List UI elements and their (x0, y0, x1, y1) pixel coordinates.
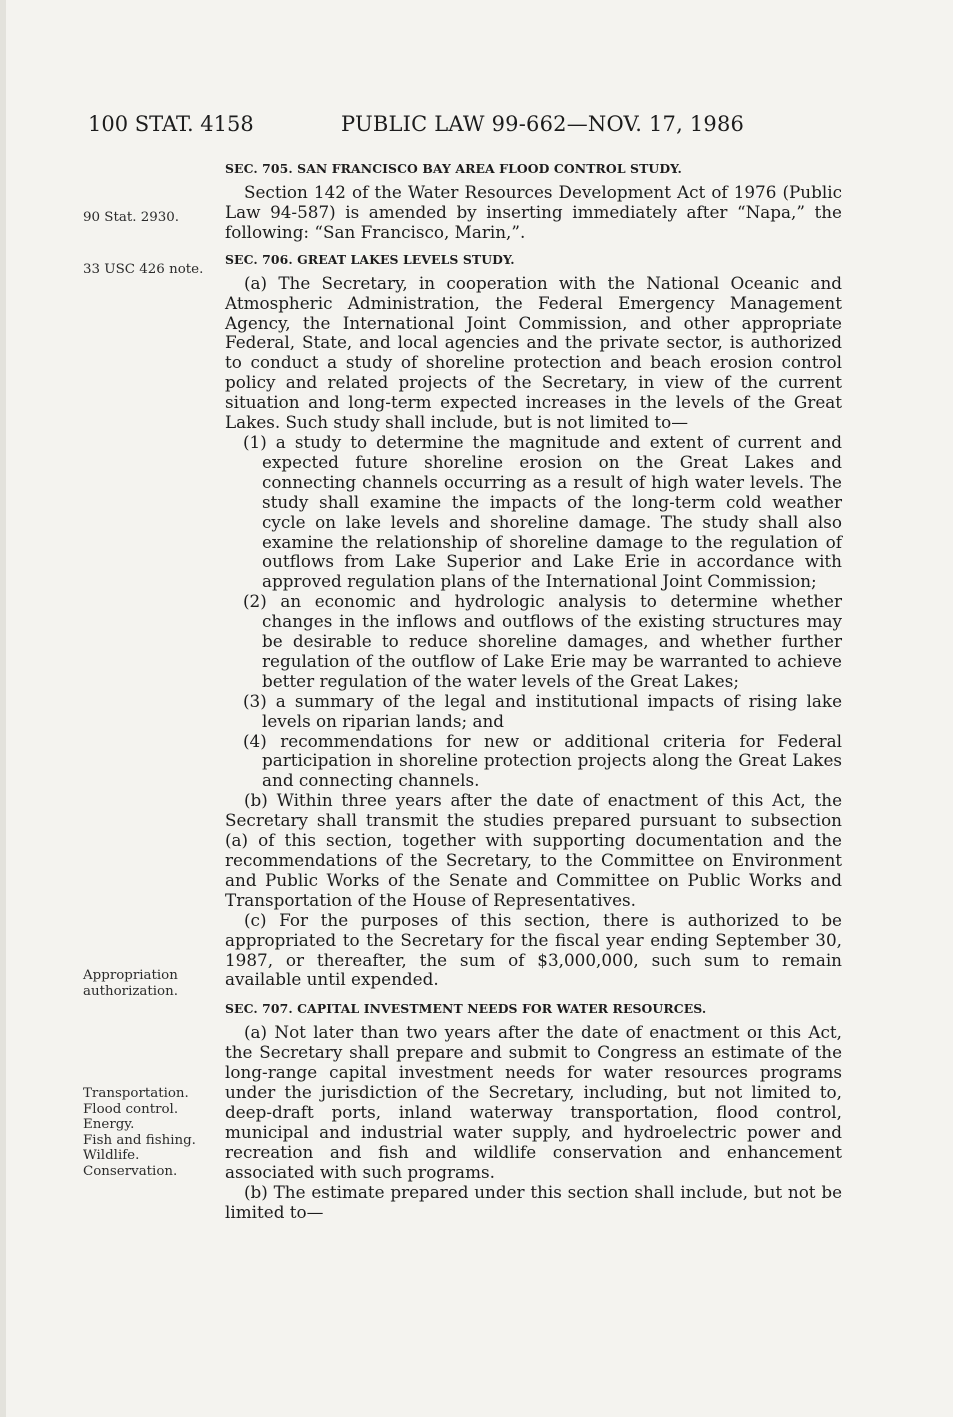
section-706 (225, 251, 842, 991)
subsection-b: (b) Within three years after the date of enactment of this Act, the Secretary shall transmit the studies prepared pursuant to subsection (a) of this section, together with supporting documentation and the recommendations of the Secretary, to the Committee on Environment and Public Works of the Senate and Committee on Public Works and Transportation of the House of Representatives. (225, 790, 842, 910)
subsection-b: (b) The estimate prepared under this section shall include, but not be limited to— (225, 1181, 842, 1222)
margin-note-topics: Transportation. Flood control. Energy. Fish and fishing. Wildlife. Conservation. (83, 1086, 196, 1179)
page-header (88, 112, 848, 142)
statute-body (225, 160, 842, 1222)
law-title: PUBLIC LAW 99-662—NOV. 17, 1986 (341, 112, 745, 136)
section-heading: SEC. 707. CAPITAL INVESTMENT NEEDS FOR WATER RESOURCES. (225, 1001, 707, 1017)
section-paragraph: Section 142 of the Water Resources Development Act of 1976 (Public Law 94-587) is amended by inserting immediately after “Napa,” the following: “San Francisco, Marin,”. (225, 182, 842, 242)
subsection-c: (c) For the purposes of this section, there is authorized to be appropriated to the Secretary for the fiscal year ending September 30, 1987, or thereafter, the sum of $3,000,000, such sum to remain available until expended. (225, 909, 842, 990)
list-item: (4) recommendations for new or additional criteria for Federal participation in shoreline protection projects along the Great Lakes and connecting channels. (243, 730, 842, 791)
page-edge-shadow (0, 0, 6, 1417)
margin-note-appropriation: Appropriation authorization. (83, 968, 179, 999)
list-item: (3) a summary of the legal and institutional impacts of rising lake levels on riparian lands; and (243, 690, 842, 731)
section-heading: SEC. 706. GREAT LAKES LEVELS STUDY. (225, 251, 515, 267)
subsection-a: (a) Not later than two years after the date of enactment oɪ this Act, the Secretary shall prepare and submit to Congress an estimate of the long-range capital investment needs for water resources programs under the jurisdiction of the Secretary, including, but not limited to, deep-draft ports, inland waterway transportation, flood control, municipal and industrial water supply, and hydroelectric power and recreation and fish and wildlife conservation and enhancement associated with such programs. (225, 1022, 842, 1182)
section-707 (225, 1000, 842, 1222)
list-item: (1) a study to determine the magnitude and extent of current and expected future shoreline erosion on the Great Lakes and connecting channels occurring as a result of high water levels. The study shall examine the impacts of the long-term cold weather cycle on lake levels and shoreline damage. The study shall also examine the relationship of shoreline damage to the regulation of outflows from Lake Superior and Lake Erie in accordance with approved regulation plans of the International Joint Commission; (243, 431, 842, 592)
margin-note-usc: 33 USC 426 note. (83, 262, 204, 277)
margin-note-stat-reference: 90 Stat. 2930. (83, 210, 180, 225)
list-item: (2) an economic and hydrologic analysis to determine whether changes in the inflows and outflows of the existing structures may be desirable to reduce shoreline damages, and whether further regulation of the outflow of Lake Erie may be warranted to achieve better regulation of the water levels of the Great Lakes; (243, 591, 842, 691)
section-705 (225, 160, 842, 243)
section-heading: SEC. 705. SAN FRANCISCO BAY AREA FLOOD CONTROL STUDY. (225, 161, 682, 176)
subsection-a: (a) The Secretary, in cooperation with the National Oceanic and Atmospheric Administration, the Federal Emergency Management Agency, the International Joint Commission, and other appropriate Federal, State, and local agencies and the private sector, is authorized to conduct a study of shoreline protection and beach erosion control policy and related projects of the Secretary, in view of the current situation and long-term expected increases in the levels of the Great Lakes. Such study shall include, but is not limited to— (225, 272, 842, 433)
stat-page-number: 100 STAT. 4158 (88, 112, 254, 136)
